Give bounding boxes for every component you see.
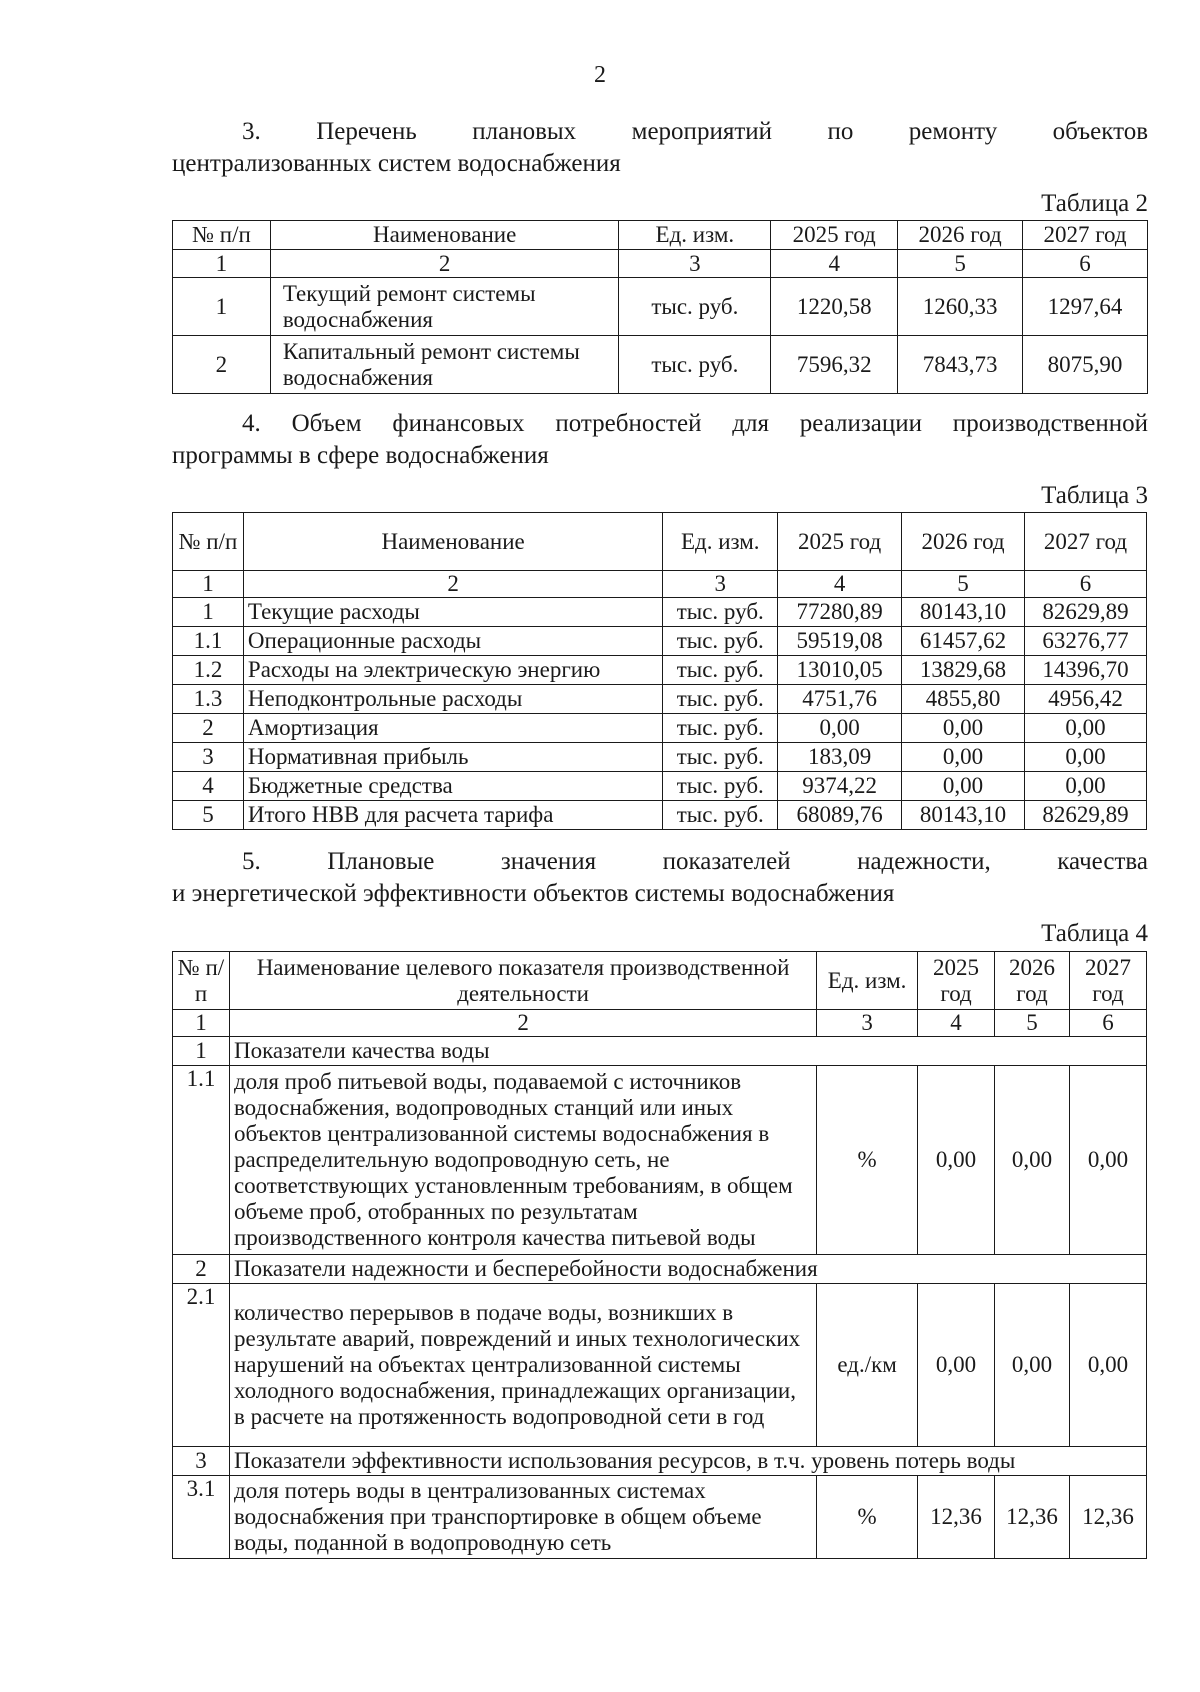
table-4-caption: Таблица 4 <box>1041 920 1148 947</box>
table-3-header-row <box>173 513 1147 571</box>
table-row <box>173 656 1147 685</box>
name-cell: Бюджетные средства <box>243 772 662 801</box>
header-cell: 2027 год <box>1023 221 1148 250</box>
row-number-cell: 1.1 <box>173 1066 230 1255</box>
table-2-header-row <box>173 221 1148 250</box>
value-2025-cell: 7596,32 <box>771 336 898 394</box>
table-4-column-number-row <box>173 1010 1147 1037</box>
indicator-name-cell: доля потерь воды в централизованных системах водоснабжения при транспортировке в общем объеме воды, поданной в водопроводную сеть <box>229 1476 816 1559</box>
indicator-name-cell: доля проб питьевой воды, подаваемой с источников водоснабжения, водопроводных станций или иных объектов централизованной системы водоснабжения в распределительную водопроводную сеть, не соответствующих установленным требованиям, в общем объеме проб, отобранных по результатам производственного контроля качества питьевой воды <box>229 1066 816 1255</box>
table-row <box>173 801 1147 830</box>
header-cell: № п/п <box>173 952 230 1010</box>
table-row <box>173 627 1147 656</box>
table-4 <box>172 951 1147 1559</box>
column-number-cell: 3 <box>663 571 778 598</box>
column-number-cell: 5 <box>995 1010 1070 1037</box>
column-number-cell: 6 <box>1025 571 1147 598</box>
value-2027-cell: 82629,89 <box>1025 801 1147 830</box>
unit-cell: тыс. руб. <box>663 772 778 801</box>
value-2027-cell: 14396,70 <box>1025 656 1147 685</box>
header-cell: Ед. изм. <box>619 221 771 250</box>
section-5-heading-line-1: 5. Плановые значения показателей надежности, качества <box>242 848 1148 875</box>
row-number-cell: 3.1 <box>173 1476 230 1559</box>
value-2027-cell: 0,00 <box>1069 1066 1146 1255</box>
header-cell: 2027 год <box>1069 952 1146 1010</box>
group-header-row <box>173 1255 1147 1284</box>
section-3-heading <box>172 116 1148 180</box>
row-number-cell: 1.3 <box>173 685 244 714</box>
name-cell: Операционные расходы <box>243 627 662 656</box>
header-cell: 2025 год <box>778 513 902 571</box>
value-2027-cell: 4956,42 <box>1025 685 1147 714</box>
value-2025-cell: 0,00 <box>918 1284 995 1447</box>
group-number-cell: 1 <box>173 1037 230 1066</box>
group-title-cell: Показатели надежности и бесперебойности водоснабжения <box>229 1255 1146 1284</box>
indicator-name-cell: количество перерывов в подаче воды, возникших в результате аварий, повреждений и иных технологических нарушений на объектах централизованной системы холодного водоснабжения, принадлежащих организации, в расчете на протяженность водопроводной сети в год <box>229 1284 816 1447</box>
value-2026-cell: 12,36 <box>995 1476 1070 1559</box>
indicator-row <box>173 1476 1147 1559</box>
row-number-cell: 2 <box>173 336 271 394</box>
unit-cell: тыс. руб. <box>663 801 778 830</box>
unit-cell: % <box>817 1066 918 1255</box>
table-3-column-number-row <box>173 571 1147 598</box>
column-number-cell: 4 <box>918 1010 995 1037</box>
unit-cell: тыс. руб. <box>663 743 778 772</box>
unit-cell: тыс. руб. <box>663 656 778 685</box>
unit-cell: тыс. руб. <box>663 598 778 627</box>
group-header-row <box>173 1447 1147 1476</box>
value-2026-cell: 1260,33 <box>898 278 1023 336</box>
name-cell: Итого НВВ для расчета тарифа <box>243 801 662 830</box>
header-cell: 2026 год <box>995 952 1070 1010</box>
table-4-header-row <box>173 952 1147 1010</box>
name-cell: Текущие расходы <box>243 598 662 627</box>
header-cell: 2026 год <box>898 221 1023 250</box>
table-3-caption: Таблица 3 <box>1041 482 1148 509</box>
unit-cell: ед./км <box>817 1284 918 1447</box>
table-row <box>173 598 1147 627</box>
value-2027-cell: 1297,64 <box>1023 278 1148 336</box>
header-cell: 2025 год <box>771 221 898 250</box>
table-3 <box>172 512 1147 830</box>
group-number-cell: 2 <box>173 1255 230 1284</box>
table-row <box>173 278 1148 336</box>
value-2027-cell: 0,00 <box>1069 1284 1146 1447</box>
unit-cell: тыс. руб. <box>663 627 778 656</box>
row-number-cell: 2 <box>173 714 244 743</box>
value-2027-cell: 8075,90 <box>1023 336 1148 394</box>
column-number-cell: 2 <box>270 250 619 278</box>
table-2-caption: Таблица 2 <box>1041 190 1148 217</box>
name-cell: Расходы на электрическую энергию <box>243 656 662 685</box>
row-number-cell: 2.1 <box>173 1284 230 1447</box>
value-2026-cell: 4855,80 <box>902 685 1025 714</box>
value-2026-cell: 0,00 <box>995 1066 1070 1255</box>
value-2027-cell: 0,00 <box>1025 743 1147 772</box>
value-2026-cell: 80143,10 <box>902 801 1025 830</box>
section-3-heading-line-1: 3. Перечень плановых мероприятий по ремонту объектов <box>242 118 1148 145</box>
column-number-cell: 5 <box>898 250 1023 278</box>
table-2 <box>172 220 1148 394</box>
header-cell: № п/п <box>173 221 271 250</box>
column-number-cell: 2 <box>243 571 662 598</box>
value-2027-cell: 12,36 <box>1069 1476 1146 1559</box>
header-cell: Наименование <box>270 221 619 250</box>
row-number-cell: 1 <box>173 278 271 336</box>
table-row <box>173 685 1147 714</box>
row-number-cell: 3 <box>173 743 244 772</box>
section-4-heading-line-2: программы в сфере водоснабжения <box>172 442 549 469</box>
section-4-heading <box>172 408 1148 472</box>
value-2025-cell: 183,09 <box>778 743 902 772</box>
column-number-cell: 6 <box>1023 250 1148 278</box>
column-number-cell: 1 <box>173 250 271 278</box>
table-row <box>173 743 1147 772</box>
section-5-heading <box>172 846 1148 910</box>
column-number-cell: 3 <box>619 250 771 278</box>
value-2026-cell: 0,00 <box>902 743 1025 772</box>
name-cell: Амортизация <box>243 714 662 743</box>
value-2027-cell: 82629,89 <box>1025 598 1147 627</box>
header-cell: Наименование <box>243 513 662 571</box>
table-2-column-number-row <box>173 250 1148 278</box>
group-number-cell: 3 <box>173 1447 230 1476</box>
row-number-cell: 1.2 <box>173 656 244 685</box>
value-2026-cell: 0,00 <box>902 714 1025 743</box>
value-2026-cell: 0,00 <box>995 1284 1070 1447</box>
value-2025-cell: 59519,08 <box>778 627 902 656</box>
unit-cell: тыс. руб. <box>663 714 778 743</box>
table-row <box>173 714 1147 743</box>
value-2026-cell: 7843,73 <box>898 336 1023 394</box>
header-cell: Наименование целевого показателя производственной деятельности <box>229 952 816 1010</box>
column-number-cell: 1 <box>173 1010 230 1037</box>
name-cell: Текущий ремонт системы водоснабжения <box>270 278 619 336</box>
unit-cell: тыс. руб. <box>663 685 778 714</box>
value-2025-cell: 1220,58 <box>771 278 898 336</box>
page-number: 2 <box>594 62 606 88</box>
column-number-cell: 3 <box>817 1010 918 1037</box>
section-5-heading-line-2: и энергетической эффективности объектов системы водоснабжения <box>172 880 895 907</box>
column-number-cell: 5 <box>902 571 1025 598</box>
indicator-row <box>173 1066 1147 1255</box>
name-cell: Нормативная прибыль <box>243 743 662 772</box>
group-title-cell: Показатели качества воды <box>229 1037 1146 1066</box>
column-number-cell: 1 <box>173 571 244 598</box>
unit-cell: % <box>817 1476 918 1559</box>
value-2025-cell: 68089,76 <box>778 801 902 830</box>
name-cell: Неподконтрольные расходы <box>243 685 662 714</box>
value-2025-cell: 4751,76 <box>778 685 902 714</box>
header-cell: Ед. изм. <box>663 513 778 571</box>
value-2026-cell: 13829,68 <box>902 656 1025 685</box>
value-2027-cell: 0,00 <box>1025 714 1147 743</box>
value-2025-cell: 0,00 <box>918 1066 995 1255</box>
unit-cell: тыс. руб. <box>619 278 771 336</box>
row-number-cell: 4 <box>173 772 244 801</box>
column-number-cell: 6 <box>1069 1010 1146 1037</box>
column-number-cell: 4 <box>778 571 902 598</box>
name-cell: Капитальный ремонт системы водоснабжения <box>270 336 619 394</box>
header-cell: Ед. изм. <box>817 952 918 1010</box>
value-2027-cell: 0,00 <box>1025 772 1147 801</box>
section-3-heading-line-2: централизованных систем водоснабжения <box>172 150 621 177</box>
value-2025-cell: 9374,22 <box>778 772 902 801</box>
value-2026-cell: 0,00 <box>902 772 1025 801</box>
header-cell: 2027 год <box>1025 513 1147 571</box>
column-number-cell: 4 <box>771 250 898 278</box>
value-2025-cell: 77280,89 <box>778 598 902 627</box>
value-2025-cell: 12,36 <box>918 1476 995 1559</box>
value-2026-cell: 61457,62 <box>902 627 1025 656</box>
header-cell: 2025 год <box>918 952 995 1010</box>
group-title-cell: Показатели эффективности использования ресурсов, в т.ч. уровень потерь воды <box>229 1447 1146 1476</box>
value-2025-cell: 13010,05 <box>778 656 902 685</box>
group-header-row <box>173 1037 1147 1066</box>
table-row <box>173 772 1147 801</box>
unit-cell: тыс. руб. <box>619 336 771 394</box>
row-number-cell: 5 <box>173 801 244 830</box>
value-2027-cell: 63276,77 <box>1025 627 1147 656</box>
value-2026-cell: 80143,10 <box>902 598 1025 627</box>
header-cell: 2026 год <box>902 513 1025 571</box>
row-number-cell: 1 <box>173 598 244 627</box>
row-number-cell: 1.1 <box>173 627 244 656</box>
section-4-heading-line-1: 4. Объем финансовых потребностей для реализации производственной <box>242 410 1148 437</box>
indicator-row <box>173 1284 1147 1447</box>
table-row <box>173 336 1148 394</box>
header-cell: № п/п <box>173 513 244 571</box>
value-2025-cell: 0,00 <box>778 714 902 743</box>
column-number-cell: 2 <box>229 1010 816 1037</box>
